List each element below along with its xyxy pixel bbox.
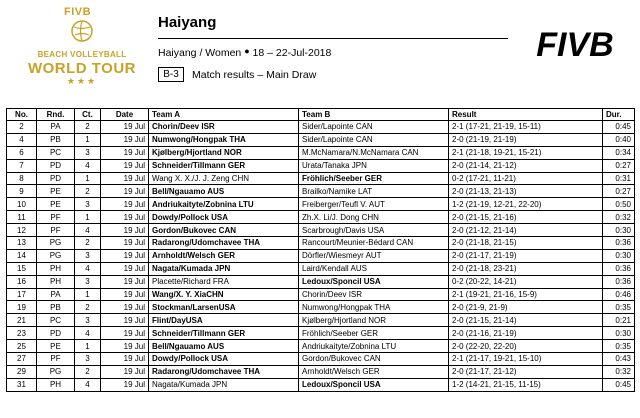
cell-duration: 0:30 bbox=[603, 224, 635, 237]
cell-team-b: Ledoux/Sponcil USA bbox=[299, 275, 449, 288]
fivb-logo-text: FIVB bbox=[536, 26, 614, 62]
cell-court: 4 bbox=[75, 159, 101, 172]
cell-court: 1 bbox=[75, 172, 101, 185]
bullet-icon: ● bbox=[244, 46, 250, 56]
cell-round: PB bbox=[37, 133, 75, 146]
cell-team-a: Kjølberg/Hjortland NOR bbox=[149, 146, 299, 159]
table-row bbox=[7, 185, 635, 198]
cell-date: 19 Jul bbox=[101, 340, 149, 353]
cell-round: PE bbox=[37, 340, 75, 353]
cell-result: 1-2 (14-21, 21-15, 11-15) bbox=[449, 378, 603, 391]
cell-match-number: 7 bbox=[7, 159, 37, 172]
table-row bbox=[7, 314, 635, 327]
cell-round: PC bbox=[37, 314, 75, 327]
cell-duration: 0:40 bbox=[603, 133, 635, 146]
cell-match-number: 14 bbox=[7, 249, 37, 262]
cell-team-b: M.McNamara/N.McNamara CAN bbox=[299, 146, 449, 159]
cell-match-number: 6 bbox=[7, 146, 37, 159]
cell-team-a: Radarong/Udomchavee THA bbox=[149, 365, 299, 378]
cell-result: 2-0 (21-18, 21-15) bbox=[449, 237, 603, 250]
cell-team-b: Urata/Tanaka JPN bbox=[299, 159, 449, 172]
cell-team-b: Sider/Lapointe CAN bbox=[299, 121, 449, 134]
cell-court: 2 bbox=[75, 365, 101, 378]
table-row bbox=[7, 237, 635, 250]
cell-match-number: 10 bbox=[7, 198, 37, 211]
cell-team-b: Ledoux/Sponcil USA bbox=[299, 378, 449, 391]
cell-court: 2 bbox=[75, 185, 101, 198]
cell-match-number: 2 bbox=[7, 121, 37, 134]
cell-result: 2-1 (19-21, 21-16, 15-9) bbox=[449, 288, 603, 301]
cell-team-b: Andriukaityte/Zobnina LTU bbox=[299, 340, 449, 353]
cell-round: PA bbox=[37, 121, 75, 134]
cell-court: 1 bbox=[75, 288, 101, 301]
cell-date: 19 Jul bbox=[101, 133, 149, 146]
cell-team-b: Kjølberg/Hjortland NOR bbox=[299, 314, 449, 327]
col-header-team-a: Team A bbox=[149, 109, 299, 121]
cell-date: 19 Jul bbox=[101, 353, 149, 366]
cell-round: PH bbox=[37, 378, 75, 391]
cell-match-number: 31 bbox=[7, 378, 37, 391]
cell-match-number: 4 bbox=[7, 133, 37, 146]
cell-team-a: Stockman/LarsenUSA bbox=[149, 301, 299, 314]
table-row bbox=[7, 275, 635, 288]
cell-court: 4 bbox=[75, 378, 101, 391]
table-header-row bbox=[7, 109, 635, 121]
cell-date: 19 Jul bbox=[101, 224, 149, 237]
table-row bbox=[7, 249, 635, 262]
cell-round: PF bbox=[37, 211, 75, 224]
cell-round: PF bbox=[37, 353, 75, 366]
cell-team-b: Dörfler/Wiesmeyr AUT bbox=[299, 249, 449, 262]
cell-round: PH bbox=[37, 275, 75, 288]
cell-round: PD bbox=[37, 172, 75, 185]
cell-date: 19 Jul bbox=[101, 262, 149, 275]
cell-team-a: Radarong/Udomchavee THA bbox=[149, 237, 299, 250]
cell-result: 2-0 (21-19, 21-19) bbox=[449, 133, 603, 146]
table-row bbox=[7, 262, 635, 275]
cell-result: 2-1 (17-21, 21-19, 15-11) bbox=[449, 121, 603, 134]
col-header-date: Date bbox=[101, 109, 149, 121]
cell-team-b: Freiberger/Teufl V. AUT bbox=[299, 198, 449, 211]
cell-result: 0-2 (20-22, 14-21) bbox=[449, 275, 603, 288]
cell-team-b: Sider/Lapointe CAN bbox=[299, 133, 449, 146]
cell-match-number: 23 bbox=[7, 327, 37, 340]
cell-round: PA bbox=[37, 288, 75, 301]
cell-date: 19 Jul bbox=[101, 365, 149, 378]
cell-team-a: Flint/DayUSA bbox=[149, 314, 299, 327]
table-row bbox=[7, 133, 635, 146]
cell-date: 19 Jul bbox=[101, 288, 149, 301]
cell-round: PB bbox=[37, 301, 75, 314]
table-row bbox=[7, 301, 635, 314]
cell-date: 19 Jul bbox=[101, 121, 149, 134]
table-row bbox=[7, 211, 635, 224]
cell-duration: 0:43 bbox=[603, 353, 635, 366]
cell-team-a: Schneider/Tillmann GER bbox=[149, 327, 299, 340]
cell-match-number: 19 bbox=[7, 301, 37, 314]
cell-duration: 0:45 bbox=[603, 378, 635, 391]
cell-match-number: 8 bbox=[7, 172, 37, 185]
cell-round: PD bbox=[37, 327, 75, 340]
table-row bbox=[7, 365, 635, 378]
cell-duration: 0:34 bbox=[603, 146, 635, 159]
cell-team-b: Laird/Kendall AUS bbox=[299, 262, 449, 275]
cell-team-b: Fröhlich/Seeber GER bbox=[299, 327, 449, 340]
cell-team-a: Numwong/Hongpak THA bbox=[149, 133, 299, 146]
table-row bbox=[7, 327, 635, 340]
page-title: Haiyang bbox=[158, 14, 217, 31]
cell-result: 2-0 (21-16, 21-19) bbox=[449, 327, 603, 340]
cell-match-number: 17 bbox=[7, 288, 37, 301]
cell-result: 2-0 (21-9, 21-9) bbox=[449, 301, 603, 314]
table-row bbox=[7, 198, 635, 211]
table-row bbox=[7, 340, 635, 353]
col-header-round: Rnd. bbox=[37, 109, 75, 121]
event-dates: 18 – 22-Jul-2018 bbox=[252, 47, 332, 59]
cell-date: 19 Jul bbox=[101, 159, 149, 172]
cell-court: 1 bbox=[75, 133, 101, 146]
cell-round: PG bbox=[37, 365, 75, 378]
cell-team-b: Numwong/Hongpak THA bbox=[299, 301, 449, 314]
col-header-court: Ct. bbox=[75, 109, 101, 121]
table-row bbox=[7, 378, 635, 391]
table-row bbox=[7, 353, 635, 366]
cell-date: 19 Jul bbox=[101, 378, 149, 391]
table-row bbox=[7, 172, 635, 185]
cell-duration: 0:35 bbox=[603, 340, 635, 353]
cell-round: PE bbox=[37, 185, 75, 198]
cell-team-a: Dowdy/Pollock USA bbox=[149, 353, 299, 366]
cell-duration: 0:31 bbox=[603, 172, 635, 185]
cell-date: 19 Jul bbox=[101, 172, 149, 185]
cell-duration: 0:30 bbox=[603, 249, 635, 262]
table-row bbox=[7, 146, 635, 159]
cell-round: PE bbox=[37, 198, 75, 211]
cell-duration: 0:36 bbox=[603, 237, 635, 250]
title-divider bbox=[158, 38, 508, 39]
cell-team-b: Arnholdt/Welsch GER bbox=[299, 365, 449, 378]
cell-result: 2-0 (21-18, 23-21) bbox=[449, 262, 603, 275]
cell-team-a: Nagata/Kumada JPN bbox=[149, 378, 299, 391]
cell-result: 1-2 (21-19, 12-21, 22-20) bbox=[449, 198, 603, 211]
cell-court: 4 bbox=[75, 224, 101, 237]
cell-team-b: Chorin/Deev ISR bbox=[299, 288, 449, 301]
cell-duration: 0:21 bbox=[603, 314, 635, 327]
cell-match-number: 9 bbox=[7, 185, 37, 198]
cell-team-a: Wang/X. Y. XiaCHN bbox=[149, 288, 299, 301]
cell-result: 2-0 (21-15, 21-14) bbox=[449, 314, 603, 327]
cell-match-number: 13 bbox=[7, 237, 37, 250]
table-row bbox=[7, 288, 635, 301]
cell-duration: 0:50 bbox=[603, 198, 635, 211]
cell-date: 19 Jul bbox=[101, 211, 149, 224]
cell-team-a: Nagata/Kumada JPN bbox=[149, 262, 299, 275]
cell-court: 2 bbox=[75, 237, 101, 250]
cell-duration: 0:30 bbox=[603, 327, 635, 340]
cell-result: 2-1 (21-18, 19-21, 15-21) bbox=[449, 146, 603, 159]
cell-result: 2-0 (21-13, 21-13) bbox=[449, 185, 603, 198]
cell-court: 1 bbox=[75, 340, 101, 353]
event-location-gender: Haiyang / Women bbox=[158, 47, 242, 59]
cell-court: 3 bbox=[75, 146, 101, 159]
cell-court: 3 bbox=[75, 249, 101, 262]
cell-duration: 0:36 bbox=[603, 262, 635, 275]
cell-team-b: Fröhlich/Seeber GER bbox=[299, 172, 449, 185]
cell-team-a: Bell/Ngauamo AUS bbox=[149, 340, 299, 353]
cell-match-number: 16 bbox=[7, 275, 37, 288]
cell-duration: 0:46 bbox=[603, 288, 635, 301]
cell-court: 3 bbox=[75, 198, 101, 211]
match-results-table bbox=[6, 108, 635, 392]
cell-duration: 0:27 bbox=[603, 185, 635, 198]
cell-round: PC bbox=[37, 146, 75, 159]
table-row bbox=[7, 159, 635, 172]
cell-court: 1 bbox=[75, 211, 101, 224]
beach-volleyball-world-tour-logo bbox=[12, 6, 152, 90]
cell-duration: 0:36 bbox=[603, 275, 635, 288]
cell-court: 4 bbox=[75, 262, 101, 275]
cell-date: 19 Jul bbox=[101, 314, 149, 327]
event-subtitle bbox=[158, 46, 331, 59]
cell-team-a: Gordon/Bukovec CAN bbox=[149, 224, 299, 237]
cell-team-a: Dowdy/Pollock USA bbox=[149, 211, 299, 224]
table-row bbox=[7, 121, 635, 134]
cell-court: 3 bbox=[75, 275, 101, 288]
cell-result: 2-0 (22-20, 22-20) bbox=[449, 340, 603, 353]
cell-team-a: Placette/Richard FRA bbox=[149, 275, 299, 288]
cell-duration: 0:27 bbox=[603, 159, 635, 172]
col-header-no: No. bbox=[7, 109, 37, 121]
cell-court: 2 bbox=[75, 301, 101, 314]
cell-round: PD bbox=[37, 159, 75, 172]
col-header-team-b: Team B bbox=[299, 109, 449, 121]
cell-result: 2-0 (21-12, 21-14) bbox=[449, 224, 603, 237]
fivb-logo bbox=[522, 26, 628, 62]
cell-duration: 0:32 bbox=[603, 211, 635, 224]
cell-team-a: Chorin/Deev ISR bbox=[149, 121, 299, 134]
cell-court: 2 bbox=[75, 121, 101, 134]
cell-match-number: 27 bbox=[7, 353, 37, 366]
cell-date: 19 Jul bbox=[101, 198, 149, 211]
logo-stars: ★★★ bbox=[66, 76, 98, 86]
cell-team-a: Andriukaityte/Zobnina LTU bbox=[149, 198, 299, 211]
cell-team-a: Wang X. X./J. J. Zeng CHN bbox=[149, 172, 299, 185]
cell-date: 19 Jul bbox=[101, 249, 149, 262]
cell-match-number: 11 bbox=[7, 211, 37, 224]
cell-team-b: Zh.X. Li/J. Dong CHN bbox=[299, 211, 449, 224]
col-header-duration: Dur. bbox=[603, 109, 635, 121]
cell-duration: 0:32 bbox=[603, 365, 635, 378]
cell-round: PH bbox=[37, 262, 75, 275]
cell-match-number: 12 bbox=[7, 224, 37, 237]
cell-duration: 0:35 bbox=[603, 301, 635, 314]
cell-match-number: 29 bbox=[7, 365, 37, 378]
logo-line1: BEACH VOLLEYBALL bbox=[37, 50, 127, 59]
cell-date: 19 Jul bbox=[101, 146, 149, 159]
cell-result: 2-0 (21-17, 21-19) bbox=[449, 249, 603, 262]
cell-team-a: Arnholdt/Welsch GER bbox=[149, 249, 299, 262]
cell-court: 3 bbox=[75, 314, 101, 327]
cell-team-a: Bell/Ngauamo AUS bbox=[149, 185, 299, 198]
cell-date: 19 Jul bbox=[101, 275, 149, 288]
cell-round: PG bbox=[37, 237, 75, 250]
cell-result: 2-0 (21-17, 21-12) bbox=[449, 365, 603, 378]
report-code: B-3 bbox=[158, 67, 184, 82]
cell-date: 19 Jul bbox=[101, 301, 149, 314]
logo-line2: WORLD TOUR bbox=[27, 60, 137, 77]
cell-result: 2-0 (21-15, 21-16) bbox=[449, 211, 603, 224]
report-description: Match results – Main Draw bbox=[192, 69, 317, 81]
cell-duration: 0:45 bbox=[603, 121, 635, 134]
cell-team-b: Gordon/Bukovec CAN bbox=[299, 353, 449, 366]
cell-date: 19 Jul bbox=[101, 185, 149, 198]
table-row bbox=[7, 224, 635, 237]
cell-team-b: Scarbrough/Davis USA bbox=[299, 224, 449, 237]
logo-fivb-text: FIVB bbox=[64, 6, 92, 18]
cell-result: 2-0 (21-14, 21-12) bbox=[449, 159, 603, 172]
cell-match-number: 15 bbox=[7, 262, 37, 275]
cell-round: PF bbox=[37, 224, 75, 237]
cell-court: 3 bbox=[75, 353, 101, 366]
cell-team-a: Schneider/Tillmann GER bbox=[149, 159, 299, 172]
cell-date: 19 Jul bbox=[101, 237, 149, 250]
cell-team-b: Rancourt/Meunier-Bédard CAN bbox=[299, 237, 449, 250]
cell-round: PG bbox=[37, 249, 75, 262]
cell-result: 0-2 (17-21, 11-21) bbox=[449, 172, 603, 185]
col-header-result: Result bbox=[449, 109, 603, 121]
cell-court: 4 bbox=[75, 327, 101, 340]
cell-date: 19 Jul bbox=[101, 327, 149, 340]
cell-result: 2-1 (21-17, 19-21, 15-10) bbox=[449, 353, 603, 366]
cell-match-number: 25 bbox=[7, 340, 37, 353]
volleyball-icon bbox=[71, 20, 93, 42]
cell-team-b: Brailko/Namike LAT bbox=[299, 185, 449, 198]
cell-match-number: 21 bbox=[7, 314, 37, 327]
